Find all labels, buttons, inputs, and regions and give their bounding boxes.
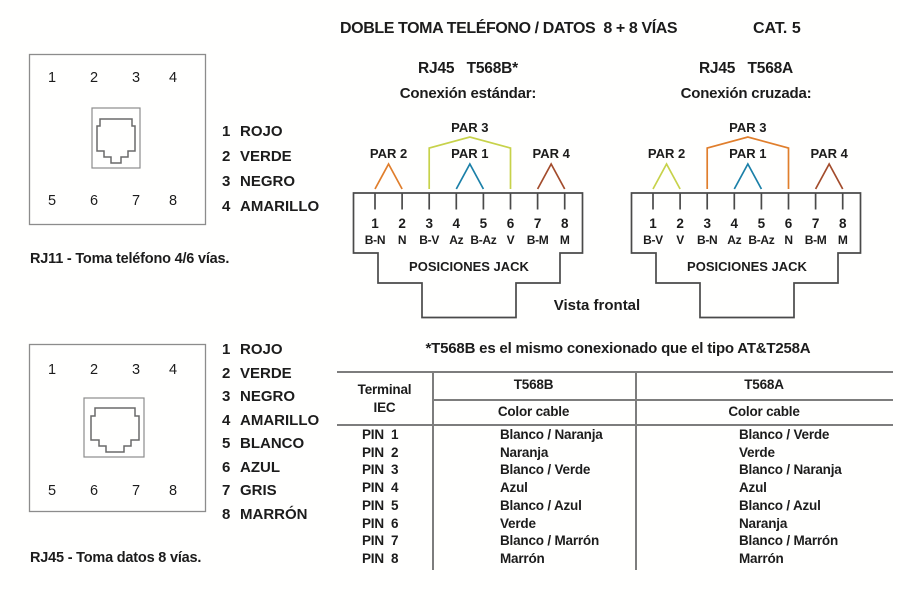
legend-color-name: ROJO	[240, 341, 283, 358]
legend-item	[222, 432, 319, 456]
legend-color-name: VERDE	[240, 364, 292, 382]
par1-bracket	[456, 164, 483, 189]
legend-color-name: AZUL	[240, 458, 280, 476]
t568a-cell: Blanco / Verde	[739, 427, 830, 442]
legend-color-name: ROJO	[240, 123, 283, 140]
rj11-legend	[222, 119, 319, 219]
t568a-subtitle: Conexión cruzada:	[680, 85, 812, 102]
table-row	[337, 444, 893, 462]
jack-positions-label: POSICIONES JACK	[687, 259, 807, 274]
t568b-cell: Naranja	[500, 444, 549, 460]
table-row	[337, 479, 893, 497]
par4-bracket	[538, 164, 565, 189]
par2-bracket	[375, 164, 402, 189]
t568a-cell: Blanco / Marrón	[739, 533, 839, 549]
par1-label: PAR 1	[729, 146, 767, 161]
plate-pin-number: 4	[168, 362, 178, 378]
terminal-header-line1: Terminal	[357, 382, 412, 397]
par2-bracket	[653, 164, 680, 189]
legend-item	[222, 362, 319, 386]
pin-cell: PIN 8	[362, 550, 399, 566]
terminal-header-line2: IEC	[373, 400, 396, 415]
rj45-caption: RJ45 - Toma datos 8 vías.	[30, 550, 202, 566]
par1-label: PAR 1	[451, 146, 489, 161]
category-label: CAT. 5	[753, 20, 801, 37]
jack-outline	[632, 193, 861, 318]
pin-number: 2	[398, 216, 406, 231]
pin-number: 7	[811, 216, 820, 231]
pin-cell: PIN 3	[362, 462, 399, 478]
table-row	[337, 515, 893, 533]
legend-color-name: NEGRO	[240, 388, 296, 405]
t568b-jack-diagram	[352, 118, 584, 320]
t568b-cell: Blanco / Marrón	[500, 533, 600, 549]
legend-item	[222, 479, 319, 503]
color-table	[337, 371, 893, 571]
jack-outline	[354, 193, 583, 318]
table-row	[337, 532, 893, 550]
t568a-cell: Blanco / Azul	[739, 497, 821, 513]
pin-cell: PIN 6	[362, 515, 399, 531]
legend-item	[222, 385, 319, 409]
pin-wire-label: B-V	[643, 233, 663, 247]
pin-number: 6	[506, 216, 515, 231]
pin-wire-label: B-V	[419, 233, 440, 247]
plate-pin-number: 2	[89, 362, 99, 378]
plate-pin-number: 8	[168, 193, 178, 209]
pin-number: 5	[479, 216, 488, 231]
t568a-cell: Blanco / Naranja	[739, 462, 842, 478]
pin-cell: PIN 5	[362, 497, 399, 513]
pin-wire-label: M	[559, 233, 570, 247]
t568b-cell: Azul	[500, 480, 528, 496]
pin-number: 8	[560, 216, 569, 231]
pin-wire-label: B-M	[804, 233, 827, 247]
t568a-cell: Azul	[739, 480, 767, 496]
jack-pins	[653, 193, 843, 210]
t568a-column-header: T568A	[744, 377, 784, 392]
pin-wire-label: Az	[449, 233, 464, 247]
par4-label: PAR 4	[810, 146, 848, 161]
pin-number: 4	[452, 216, 461, 231]
pin-wire-label: Az	[727, 233, 742, 247]
plate-pin-number: 6	[89, 193, 99, 209]
plate-pin-number: 1	[47, 70, 57, 86]
legend-number: 6	[222, 458, 231, 476]
legend-number: 4	[222, 198, 231, 215]
legend-number: 4	[222, 411, 231, 429]
legend-color-name: BLANCO	[240, 435, 305, 452]
plate-pin-number: 3	[131, 70, 141, 86]
pin-number: 3	[703, 216, 711, 231]
pin-number: 2	[676, 216, 684, 231]
t568b-cell: Blanco / Azul	[500, 497, 582, 513]
legend-color-name: NEGRO	[240, 173, 296, 190]
legend-item	[222, 456, 319, 480]
table-row	[337, 550, 893, 568]
par3-label: PAR 3	[451, 120, 489, 135]
plate-pin-number: 8	[168, 483, 178, 499]
plate-pin-number: 4	[168, 70, 178, 86]
legend-item	[222, 119, 319, 144]
t568b-title: RJ45 T568B*	[418, 60, 518, 77]
plate-pin-number: 5	[47, 483, 57, 499]
rj11-caption: RJ11 - Toma teléfono 4/6 vías.	[30, 251, 230, 267]
legend-number: 1	[222, 123, 231, 140]
t568b-cell: Marrón	[500, 550, 545, 566]
par1-bracket	[734, 164, 761, 189]
legend-color-name: MARRÓN	[240, 505, 308, 523]
legend-item	[222, 503, 319, 527]
t568a-header	[630, 60, 862, 102]
t568a-cell: Naranja	[739, 515, 788, 531]
t568b-cell: Blanco / Verde	[500, 462, 591, 478]
plate-pin-number: 5	[47, 193, 57, 209]
plate-pin-number: 3	[131, 362, 141, 378]
t568b-cell: Blanco / Naranja	[500, 427, 603, 442]
pin-number: 4	[730, 216, 739, 231]
legend-item	[222, 338, 319, 362]
pin-wire-label: N	[397, 233, 407, 247]
pin-cell: PIN 2	[362, 444, 399, 460]
legend-number: 8	[222, 505, 231, 523]
pin-wire-label: V	[676, 233, 684, 247]
pin-wire-label: V	[506, 233, 515, 247]
pin-wire-label: B-Az	[748, 233, 775, 247]
par3-label: PAR 3	[729, 120, 767, 135]
legend-color-name: AMARILLO	[240, 198, 320, 215]
t568a-cell: Verde	[739, 444, 775, 460]
rj11-faceplate	[28, 53, 208, 228]
rj11-plug-icon	[97, 119, 135, 163]
legend-number: 2	[222, 148, 231, 165]
legend-color-name: GRIS	[240, 482, 277, 499]
table-row	[337, 497, 893, 515]
t568a-subheader: Color cable	[728, 404, 800, 419]
t568b-subheader: Color cable	[497, 404, 570, 419]
pin-wire-label: N	[784, 233, 793, 247]
plate-pin-number: 1	[47, 362, 57, 378]
jack-positions-label: POSICIONES JACK	[409, 259, 529, 274]
jack-pins	[375, 193, 565, 210]
pin-wire-label: B-M	[526, 233, 549, 247]
t568b-header	[352, 60, 584, 102]
rj45-socket-frame	[84, 398, 144, 457]
t568a-jack-diagram	[630, 118, 862, 320]
par2-label: PAR 2	[369, 146, 408, 161]
legend-item	[222, 169, 319, 194]
table-row	[337, 426, 893, 444]
terminal-iec-header	[337, 381, 432, 417]
plate-pin-number: 6	[89, 483, 99, 499]
pin-wire-label: B-N	[364, 233, 386, 247]
pin-number: 1	[649, 216, 657, 231]
pin-cell: PIN 7	[362, 533, 399, 549]
rj11-socket-frame	[92, 108, 140, 168]
pin-number: 3	[425, 216, 433, 231]
footnote: *T568B es el mismo conexionado que el tipo AT&T258A	[425, 340, 811, 357]
legend-number: 3	[222, 388, 231, 405]
pin-number: 6	[784, 216, 793, 231]
t568a-cell: Marrón	[739, 550, 784, 566]
pin-number: 8	[838, 216, 847, 231]
par4-bracket	[816, 164, 843, 189]
rj45-plug-icon	[91, 408, 139, 452]
pin-cell: PIN 1	[362, 427, 399, 442]
t568b-column-header: T568B	[513, 377, 554, 392]
t568a-title: RJ45 T568A	[698, 60, 794, 77]
plate-pin-number: 7	[131, 483, 141, 499]
table-row	[337, 461, 893, 479]
pin-wire-label: B-N	[696, 233, 718, 247]
legend-color-name: VERDE	[240, 148, 292, 165]
pin-number: 5	[757, 216, 766, 231]
legend-number: 7	[222, 482, 231, 499]
plate-pin-number: 7	[131, 193, 141, 209]
front-view-label: Vista frontal	[553, 297, 641, 314]
legend-item	[222, 144, 319, 169]
t568b-subtitle: Conexión estándar:	[399, 85, 537, 102]
plate-pin-number: 2	[89, 70, 99, 86]
legend-number: 3	[222, 173, 231, 190]
legend-number: 2	[222, 364, 231, 382]
page-title: DOBLE TOMA TELÉFONO / DATOS 8 + 8 VÍAS	[340, 20, 678, 37]
legend-number: 5	[222, 435, 231, 452]
pin-wire-label: B-Az	[470, 233, 497, 247]
legend-color-name: AMARILLO	[240, 411, 320, 429]
pin-cell: PIN 4	[362, 480, 399, 496]
legend-item	[222, 194, 319, 219]
rj45-legend	[222, 338, 319, 526]
rj45-faceplate	[28, 343, 208, 515]
legend-number: 1	[222, 341, 231, 358]
par2-label: PAR 2	[647, 146, 686, 161]
par4-label: PAR 4	[532, 146, 570, 161]
t568b-cell: Verde	[500, 515, 536, 531]
pin-wire-label: M	[837, 233, 848, 247]
pin-number: 7	[533, 216, 542, 231]
legend-item	[222, 409, 319, 433]
pin-number: 1	[371, 216, 379, 231]
